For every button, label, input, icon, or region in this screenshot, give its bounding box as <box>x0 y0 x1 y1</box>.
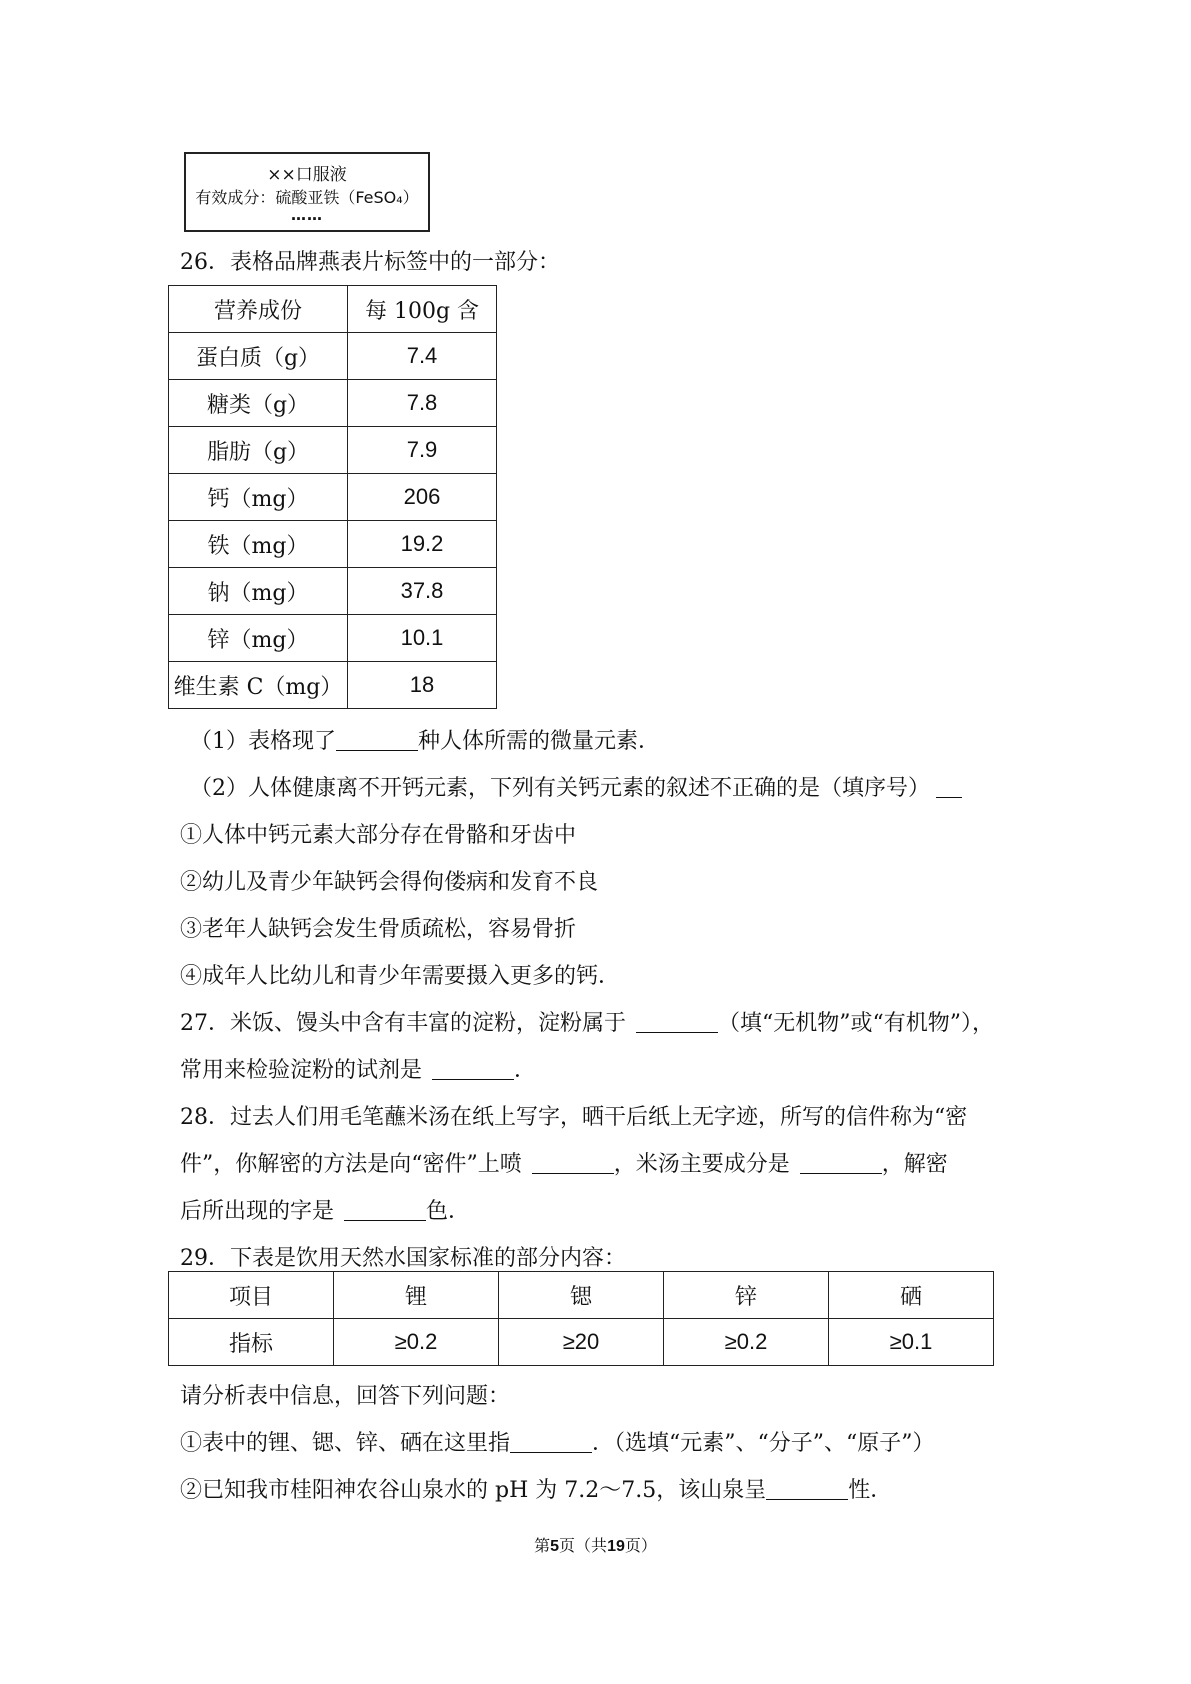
q27-text: （填“无机物”或“有机物”）， <box>718 1011 994 1036</box>
table-row <box>169 521 497 568</box>
table-row <box>169 615 497 662</box>
table-header-cell: 项目 <box>169 1272 334 1319</box>
table-row <box>169 380 497 427</box>
q26-option-1: ①人体中钙元素大部分存在骨骼和牙齿中 <box>180 823 577 848</box>
nutrient-name: 糖类（g） <box>169 380 348 427</box>
label-line-3: …… <box>291 206 323 224</box>
q28-text: 后所出现的字是 <box>180 1199 335 1224</box>
label-line-1: ××口服液 <box>267 165 347 185</box>
table-cell: 指标 <box>169 1319 334 1366</box>
footer-prefix: 第 <box>534 1536 551 1555</box>
nutrient-name: 锌（mg） <box>169 615 348 662</box>
q27-text: ． <box>514 1058 537 1083</box>
q27-text: 27．米饭、馒头中含有丰富的淀粉，淀粉属于 <box>180 1011 626 1036</box>
footer-page-number: 5 <box>550 1538 560 1555</box>
answer-blank[interactable] <box>432 1057 514 1080</box>
q26-option-2: ②幼儿及青少年缺钙会得佝偻病和发育不良 <box>180 870 599 895</box>
table-header-cell: 锌 <box>664 1272 829 1319</box>
table-cell: ≥0.2 <box>334 1319 499 1366</box>
q29-part-a <box>180 1429 935 1459</box>
q26-part2-text: （2）人体健康离不开钙元素，下列有关钙元素的叙述不正确的是（填序号） <box>190 776 930 801</box>
nutrient-name: 脂肪（g） <box>169 427 348 474</box>
q27-text: 常用来检验淀粉的试剂是 <box>180 1058 423 1083</box>
answer-blank[interactable] <box>800 1151 882 1174</box>
answer-blank[interactable] <box>510 1430 592 1453</box>
q28-text: ，解密 <box>881 1152 948 1177</box>
q29-part-b <box>180 1476 892 1506</box>
medicine-label-box <box>184 152 430 232</box>
q29-intro: 请分析表中信息，回答下列问题： <box>180 1384 511 1409</box>
table-row <box>169 333 497 380</box>
footer-middle: 页（共 <box>559 1536 608 1555</box>
table-row <box>169 1319 994 1366</box>
q26-title: 26．表格品牌燕表片标签中的一部分： <box>180 250 560 275</box>
nutrient-name: 钙（mg） <box>169 474 348 521</box>
answer-blank[interactable] <box>532 1151 614 1174</box>
label-line-2: 有效成分：硫酸亚铁（FeSO₄） <box>195 188 419 207</box>
q29-text: 性． <box>848 1478 893 1503</box>
table-cell: ≥20 <box>499 1319 664 1366</box>
q28-line-3 <box>180 1197 470 1227</box>
table-cell: ≥0.1 <box>829 1319 994 1366</box>
nutrient-value: 19.2 <box>348 521 497 568</box>
table-header-row <box>169 286 497 333</box>
table-header-cell: 锶 <box>499 1272 664 1319</box>
q28-line-2 <box>180 1150 948 1180</box>
q26-part1-text-before: （1）表格现了 <box>190 729 336 754</box>
answer-blank[interactable] <box>336 728 418 751</box>
q29-text: ．（选填“元素”、“分子”、“原子”） <box>592 1431 935 1456</box>
answer-blank[interactable] <box>936 775 962 798</box>
nutrient-value: 10.1 <box>348 615 497 662</box>
answer-blank[interactable] <box>344 1198 426 1221</box>
q26-part1 <box>190 727 660 757</box>
table-header-cell: 每 100g 含 <box>348 286 497 333</box>
nutrient-value: 7.9 <box>348 427 497 474</box>
q26-part1-text-after: 种人体所需的微量元素． <box>418 729 661 754</box>
q26-part2 <box>190 774 962 804</box>
q29-text: ②已知我市桂阳神农谷山泉水的 pH 为 7.2～7.5，该山泉呈 <box>180 1478 767 1503</box>
nutrient-value: 206 <box>348 474 497 521</box>
table-row <box>169 662 497 709</box>
nutrient-value: 7.8 <box>348 380 497 427</box>
table-row <box>169 474 497 521</box>
table-header-cell: 锂 <box>334 1272 499 1319</box>
water-standard-table <box>168 1271 994 1366</box>
q29-text: ①表中的锂、锶、锌、硒在这里指 <box>180 1431 511 1456</box>
q28-text: ，米汤主要成分是 <box>613 1152 790 1177</box>
table-header-cell: 硒 <box>829 1272 994 1319</box>
q29-title: 29．下表是饮用天然水国家标准的部分内容： <box>180 1246 626 1271</box>
nutrient-value: 18 <box>348 662 497 709</box>
q27-line-1 <box>180 1009 994 1039</box>
table-header-cell: 营养成份 <box>169 286 348 333</box>
q26-option-3: ③老年人缺钙会发生骨质疏松，容易骨折 <box>180 917 577 942</box>
footer-total-pages: 19 <box>607 1538 625 1555</box>
q28-text: 色． <box>426 1199 471 1224</box>
table-cell: ≥0.2 <box>664 1319 829 1366</box>
page-footer <box>0 1533 1191 1556</box>
q26-option-4: ④成年人比幼儿和青少年需要摄入更多的钙． <box>180 964 621 989</box>
answer-blank[interactable] <box>636 1010 718 1033</box>
table-row <box>169 427 497 474</box>
table-row <box>169 568 497 615</box>
nutrient-name: 钠（mg） <box>169 568 348 615</box>
table-header-row <box>169 1272 994 1319</box>
answer-blank[interactable] <box>766 1477 848 1500</box>
q28-text: 件”，你解密的方法是向“密件”上喷 <box>180 1152 522 1177</box>
nutrient-name: 铁（mg） <box>169 521 348 568</box>
q28-line-1: 28．过去人们用毛笔蘸米汤在纸上写字，晒干后纸上无字迹，所写的信件称为“密 <box>180 1105 968 1130</box>
nutrient-name: 蛋白质（g） <box>169 333 348 380</box>
nutrient-value: 7.4 <box>348 333 497 380</box>
nutrient-value: 37.8 <box>348 568 497 615</box>
nutrient-name: 维生素 C（mg） <box>169 662 348 709</box>
q27-line-2 <box>180 1056 536 1086</box>
footer-suffix: 页） <box>624 1536 657 1555</box>
nutrition-table <box>168 285 497 709</box>
